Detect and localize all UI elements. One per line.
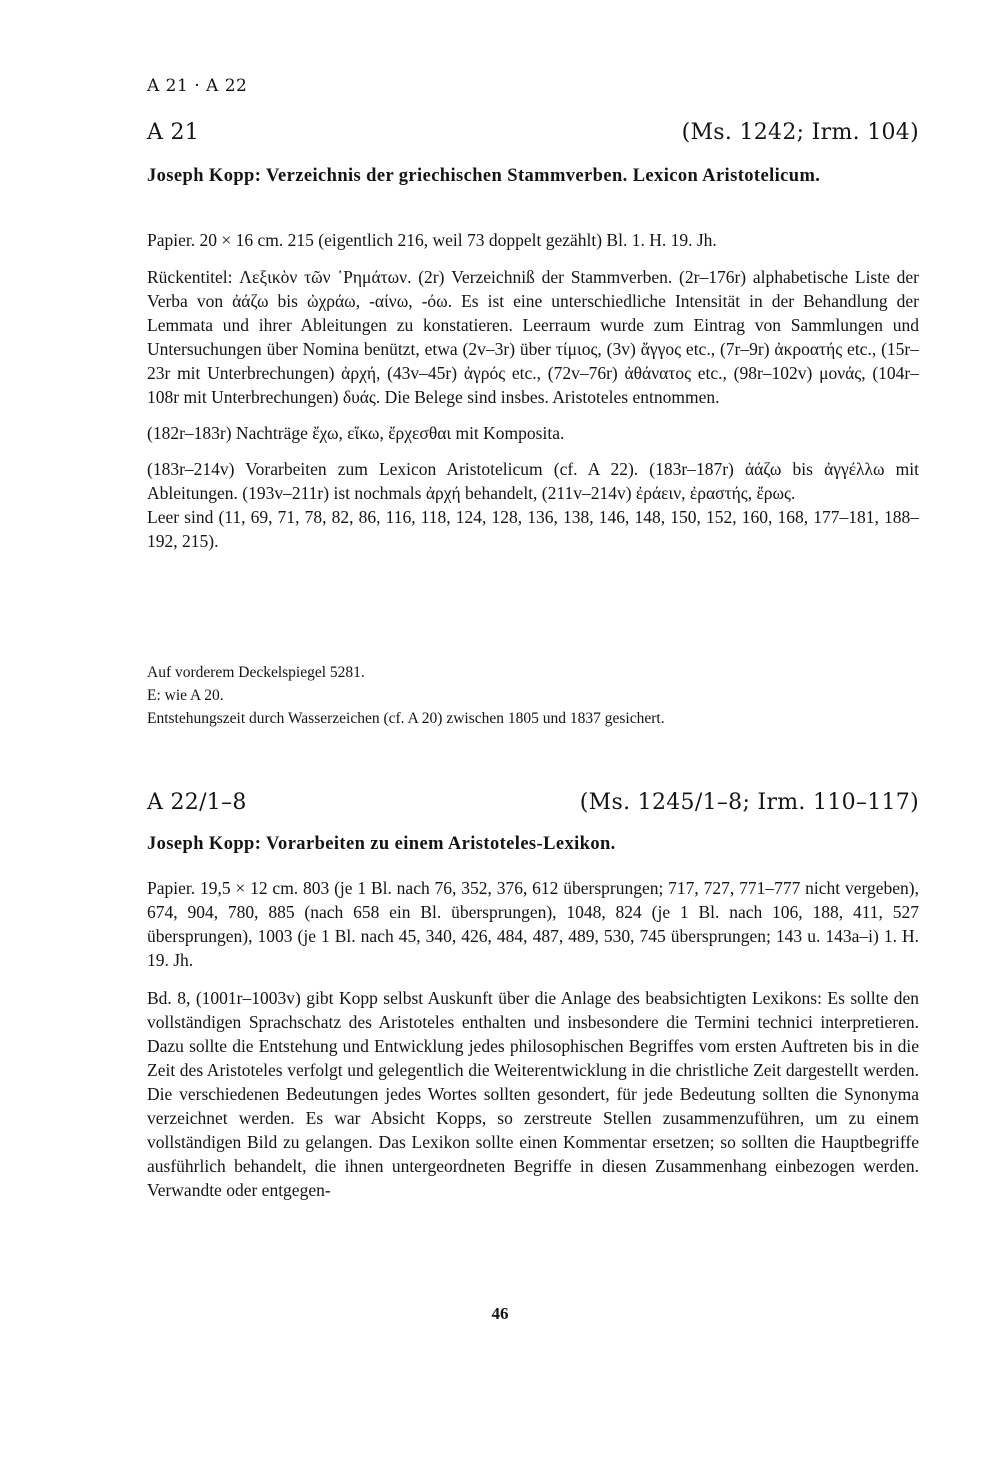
entry-id: A 21 — [147, 120, 200, 145]
paragraph: (182r–183r) Nachträge ἔχω, εἴκω, ἔρχεσθαι mit Komposita. — [147, 423, 565, 443]
running-head: A 21 · A 22 — [147, 76, 248, 96]
paragraph: Papier. 19,5 × 12 cm. 803 (je 1 Bl. nach 76, 352, 376, 612 übersprungen; 717, 727, 771–777 nicht vergeben), 674, 904, 780, 885 (nach 658 ein Bl. übersprungen), 1048, 824 (je 1 Bl. nach 106, 188, 411, 527 übersprungen), 1003 (je 1 Bl. nach 45, 340, 426, 484, 487, 489, 530, 745 übersprungen; 143 u. 143a–i) 1. H. 19. Jh. — [147, 878, 919, 970]
entry-title: Joseph Kopp: Verzeichnis der griechischen Stammverben. Lexicon Aristotelicum. — [147, 166, 821, 186]
paragraph: Leer sind (11, 69, 71, 78, 82, 86, 116, 118, 124, 128, 136, 138, 146, 148, 150, 152, 160, 168, 177–181, 188–192, 215). — [147, 507, 919, 551]
note: E: wie A 20. — [147, 687, 224, 704]
entry-body-a22 — [147, 876, 919, 1202]
entry-title: Joseph Kopp: Vorarbeiten zu einem Aristoteles-Lexikon. — [147, 834, 616, 854]
entry-heading-a21 — [147, 120, 919, 145]
paragraph: Rückentitel: Λεξικὸν τῶν ῾Ρημάτων. (2r) Verzeichniß der Stammverben. (2r–176r) alphabetische Liste der Verba von ἀάζω bis ὠχράω, -αίνω, -όω. Es ist eine unterschiedliche Intensität in der Behandlung der Lemmata und ihrer Ableitungen zu konstatieren. Leerraum wurde zum Eintrag von Sammlungen und Untersuchungen über Nomina benützt, etwa (2v–3r) über τίμιος, (3v) ἄγγος etc., (7r–9r) ἀκροατής etc., (15r–23r mit Unterbrechungen) ἀρχή, (43v–45r) ἀγρός etc., (72v–76r) ἀθάνατος etc., (98r–102v) μονάς, (104r–108r mit Unterbrechungen) δυάς. Die Belege sind insbes. Aristoteles entnommen. — [147, 267, 919, 407]
page-number: 46 — [491, 1304, 509, 1323]
paragraph: Papier. 20 × 16 cm. 215 (eigentlich 216, weil 73 doppelt gezählt) Bl. 1. H. 19. Jh. — [147, 230, 717, 250]
note: Auf vorderem Deckelspiegel 5281. — [147, 664, 365, 681]
entry-heading-a22 — [147, 790, 919, 815]
note: Entstehungszeit durch Wasserzeichen (cf. A 20) zwischen 1805 und 1837 gesichert. — [147, 710, 665, 727]
entry-shelfmark: (Ms. 1245/1–8; Irm. 110–117) — [579, 790, 919, 815]
paragraph: Bd. 8, (1001r–1003v) gibt Kopp selbst Auskunft über die Anlage des beabsichtigten Lexikons: Es sollte den vollständigen Sprachschatz des Aristoteles enthalten und insbesondere die Termini technici interpretieren. Dazu sollte die Entstehung und Entwicklung jedes philosophischen Begriffes vom ersten Auftreten bis in die Zeit des Aristoteles verfolgt und gelegentlich die Weiterentwicklung in die christliche Zeit dargestellt werden. Die verschiedenen Bedeutungen jedes Wortes sollten gesondert, für jede Bedeutung sollten die Synonyma verzeichnet werden. Es war Absicht Kopps, so zerstreute Stellen zusammenzuführen, um zu einem vollständigen Bild zu gelangen. Das Lexikon sollte einen Kommentar ersetzen; so sollten die Hauptbegriffe ausführlich behandelt, die ihnen untergeordneten Begriffe in diesen Zusammenhang einbezogen werden. Verwandte oder entgegen- — [147, 988, 919, 1200]
paragraph: (183r–214v) Vorarbeiten zum Lexicon Aristotelicum (cf. A 22). (183r–187r) ἀάζω bis ἀγγέλλω mit Ableitungen. (193v–211r) ist nochmals ἀρχή behandelt, (211v–214v) ἐράειν, ἐραστής, ἔρως. — [147, 459, 919, 503]
entry-shelfmark: (Ms. 1242; Irm. 104) — [681, 120, 919, 145]
entry-notes-a21 — [147, 661, 919, 730]
entry-body-a21 — [147, 228, 919, 553]
entry-id: A 22/1–8 — [147, 790, 247, 815]
